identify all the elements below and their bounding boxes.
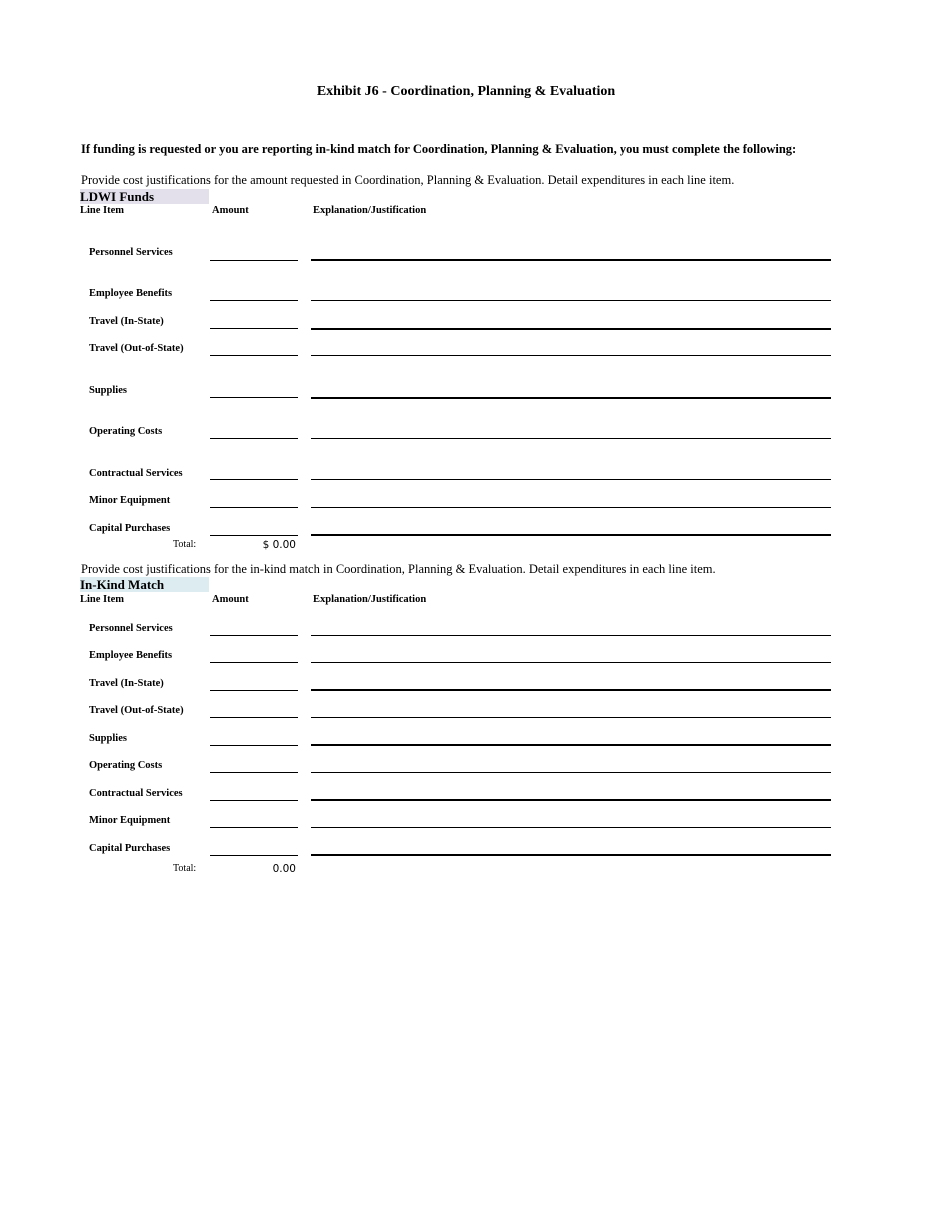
- ldwi-header-amount: Amount: [212, 205, 249, 216]
- page-title: Exhibit J6 - Coordination, Planning & Evaluation: [316, 84, 616, 99]
- ldwi-section-label: LDWI Funds: [80, 189, 209, 204]
- inkind-amount-input[interactable]: [210, 675, 298, 691]
- ldwi-explanation-input[interactable]: [311, 285, 831, 301]
- inkind-item-label: Employee Benefits: [89, 650, 173, 661]
- inkind-explanation-input[interactable]: [311, 839, 831, 856]
- inkind-item-label: Supplies: [89, 733, 127, 744]
- ldwi-item-label: Travel (In-State): [89, 316, 164, 327]
- ldwi-item-label: Capital Purchases: [89, 523, 171, 534]
- ldwi-item-label: Employee Benefits: [89, 288, 173, 299]
- ldwi-item-label: Personnel Services: [89, 247, 173, 258]
- ldwi-explanation-input[interactable]: [311, 313, 831, 330]
- inkind-item-label: Personnel Services: [89, 623, 173, 634]
- ldwi-amount-input[interactable]: [210, 382, 298, 398]
- ldwi-explanation-input[interactable]: [311, 423, 831, 439]
- ldwi-header-line-item: Line Item: [80, 205, 125, 216]
- ldwi-amount-input[interactable]: [210, 492, 298, 508]
- inkind-explanation-input[interactable]: [311, 647, 831, 663]
- inkind-total-value: 0.00: [272, 863, 296, 875]
- inkind-amount-input[interactable]: [210, 785, 298, 801]
- inkind-item-label: Travel (Out-of-State): [89, 705, 184, 716]
- inkind-explanation-input[interactable]: [311, 784, 831, 801]
- inkind-item-label: Travel (In-State): [89, 678, 164, 689]
- inkind-header-amount: Amount: [212, 594, 249, 605]
- ldwi-explanation-input[interactable]: [311, 340, 831, 356]
- inkind-item-label: Contractual Services: [89, 788, 183, 799]
- ldwi-item-label: Minor Equipment: [89, 495, 171, 506]
- ldwi-intro-text: Provide cost justifications for the amount requested in Coordination, Planning & Evaluation. Detail expenditures in each line item.: [81, 173, 735, 187]
- ldwi-amount-input[interactable]: [210, 340, 298, 356]
- inkind-amount-input[interactable]: [210, 620, 298, 636]
- inkind-intro-text: Provide cost justifications for the in-kind match in Coordination, Planning & Evaluation. Detail expenditures in each line item.: [81, 562, 716, 576]
- inkind-header-line-item: Line Item: [80, 594, 125, 605]
- inkind-amount-input[interactable]: [210, 812, 298, 828]
- ldwi-total-value: $ 0.00: [262, 539, 296, 551]
- inkind-explanation-input[interactable]: [311, 620, 831, 636]
- inkind-header-explanation: Explanation/Justification: [313, 594, 427, 605]
- inkind-amount-input[interactable]: [210, 647, 298, 663]
- ldwi-explanation-input[interactable]: [311, 492, 831, 508]
- inkind-explanation-input[interactable]: [311, 702, 831, 718]
- inkind-item-label: Minor Equipment: [89, 815, 171, 826]
- inkind-amount-input[interactable]: [210, 757, 298, 773]
- inkind-amount-input[interactable]: [210, 702, 298, 718]
- ldwi-header-explanation: Explanation/Justification: [313, 205, 427, 216]
- ldwi-amount-input[interactable]: [210, 423, 298, 439]
- ldwi-amount-input[interactable]: [210, 464, 298, 480]
- ldwi-total-label: Total:: [173, 539, 197, 550]
- instruction-text: If funding is requested or you are reporting in-kind match for Coordination, Planning & Evaluation, you must complete the following:: [81, 142, 797, 156]
- inkind-explanation-input[interactable]: [311, 674, 831, 691]
- inkind-explanation-input[interactable]: [311, 729, 831, 746]
- inkind-item-label: Operating Costs: [89, 760, 163, 771]
- ldwi-amount-input[interactable]: [210, 520, 298, 536]
- ldwi-item-label: Supplies: [89, 385, 127, 396]
- ldwi-amount-input[interactable]: [210, 285, 298, 301]
- inkind-item-label: Capital Purchases: [89, 843, 171, 854]
- inkind-explanation-input[interactable]: [311, 757, 831, 773]
- ldwi-amount-input[interactable]: [210, 245, 298, 261]
- inkind-total-label: Total:: [173, 863, 197, 874]
- ldwi-item-label: Contractual Services: [89, 468, 183, 479]
- inkind-amount-input[interactable]: [210, 840, 298, 856]
- ldwi-item-label: Travel (Out-of-State): [89, 343, 184, 354]
- ldwi-explanation-input[interactable]: [311, 382, 831, 399]
- ldwi-amount-input[interactable]: [210, 313, 298, 329]
- ldwi-item-label: Operating Costs: [89, 426, 163, 437]
- ldwi-explanation-input[interactable]: [311, 464, 831, 480]
- inkind-section-label: In-Kind Match: [80, 577, 209, 592]
- ldwi-explanation-input[interactable]: [311, 519, 831, 536]
- inkind-amount-input[interactable]: [210, 730, 298, 746]
- ldwi-explanation-input[interactable]: [311, 244, 831, 261]
- inkind-explanation-input[interactable]: [311, 812, 831, 828]
